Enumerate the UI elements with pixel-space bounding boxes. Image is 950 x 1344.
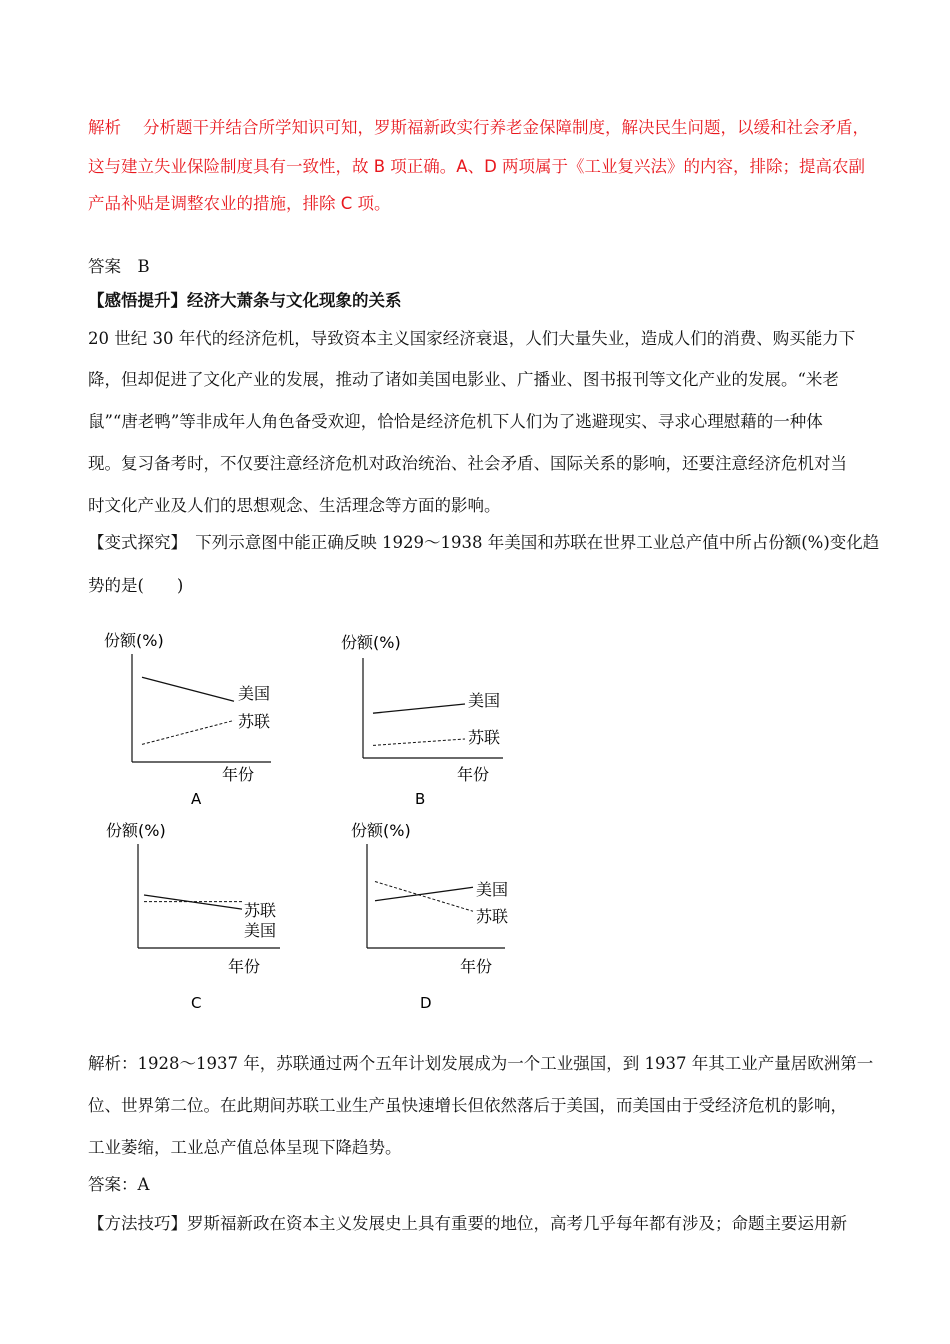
chart-c-usa-label: 美国 bbox=[244, 921, 277, 940]
insight-line-5: 时文化产业及人们的思想观念、生活理念等方面的影响。 bbox=[88, 496, 501, 515]
chart-d-ylabel: 份额(%) bbox=[351, 821, 411, 840]
chart-a-xlabel: 年份 bbox=[222, 765, 255, 784]
insight-line-2: 降，但却促进了文化产业的发展，推动了诸如美国电影业、广播业、图书报刊等文化产业的发展。“米老 bbox=[88, 370, 839, 389]
chart-c-xlabel: 年份 bbox=[228, 957, 261, 976]
chart-b-usa-label: 美国 bbox=[468, 691, 501, 710]
variant-line-1: 【变式探究】 下列示意图中能正确反映 1929～1938 年美国和苏联在世界工业总产值中所占份额(%)变化趋 bbox=[88, 533, 880, 552]
chart-d-xlabel: 年份 bbox=[460, 957, 493, 976]
insight-line-1: 20 世纪 30 年代的经济危机，导致资本主义国家经济衰退，人们大量失业，造成人们的消费、购买能力下 bbox=[88, 329, 856, 348]
chart-d-ussr-label: 苏联 bbox=[476, 907, 509, 926]
variant-line-2: 势的是( ) bbox=[88, 576, 184, 595]
insight-line-3: 鼠”“唐老鸭”等非成年人角色备受欢迎，恰恰是经济危机下人们为了逃避现实、寻求心理慰藉的一种体 bbox=[88, 412, 823, 431]
chart-b-caption: B bbox=[415, 790, 426, 808]
chart-c-ylabel: 份额(%) bbox=[106, 821, 166, 840]
chart-a bbox=[96, 624, 296, 814]
chart-c-caption: C bbox=[191, 994, 202, 1012]
chart-d bbox=[345, 812, 545, 1012]
chart-a-ussr-label: 苏联 bbox=[238, 712, 271, 731]
chart-b-ussr-line bbox=[373, 739, 465, 745]
chart-c-ussr-label: 苏联 bbox=[244, 901, 277, 920]
analysis-red-line-3: 产品补贴是调整农业的措施，排除 C 项。 bbox=[88, 194, 391, 213]
chart-a-ylabel: 份额(%) bbox=[104, 631, 164, 650]
analysis-red-label: 解析 bbox=[88, 118, 121, 137]
chart-d-usa-label: 美国 bbox=[476, 880, 509, 899]
chart-d-ussr-line bbox=[375, 882, 473, 912]
answer-1: 答案 B bbox=[88, 257, 150, 276]
chart-b-usa-line bbox=[373, 704, 465, 713]
chart-a-caption: A bbox=[191, 790, 202, 808]
answer-2: 答案：A bbox=[88, 1175, 150, 1194]
chart-b-xlabel: 年份 bbox=[457, 765, 490, 784]
chart-c bbox=[100, 812, 300, 1012]
analysis2-line-2: 位、世界第二位。在此期间苏联工业生产虽快速增长但依然落后于美国，而美国由于受经济危机的影响， bbox=[88, 1096, 847, 1115]
chart-a-usa-label: 美国 bbox=[238, 684, 271, 703]
chart-b-ussr-label: 苏联 bbox=[468, 728, 501, 747]
chart-d-usa-line bbox=[375, 887, 473, 900]
method-line-1: 【方法技巧】罗斯福新政在资本主义发展史上具有重要的地位，高考几乎每年都有涉及；命题主要运用新 bbox=[88, 1214, 847, 1233]
chart-a-usa-line bbox=[142, 677, 234, 701]
insight-line-4: 现。复习备考时，不仅要注意经济危机对政治统治、社会矛盾、国际关系的影响，还要注意经济危机对当 bbox=[88, 454, 847, 473]
chart-c-usa-line bbox=[144, 895, 242, 909]
insight-title: 【感悟提升】经济大萧条与文化现象的关系 bbox=[88, 291, 402, 310]
chart-b-ylabel: 份额(%) bbox=[341, 633, 401, 652]
analysis-red-text-1: 分析题干并结合所学知识可知，罗斯福新政实行养老金保障制度，解决民生问题，以缓和社会矛盾， bbox=[143, 118, 869, 137]
analysis2-line-3: 工业萎缩，工业总产值总体呈现下降趋势。 bbox=[88, 1138, 402, 1157]
analysis2-line-1: 解析：1928～1937 年，苏联通过两个五年计划发展成为一个工业强国，到 1937 年其工业产量居欧洲第一 bbox=[88, 1054, 874, 1073]
chart-d-caption: D bbox=[420, 994, 432, 1012]
chart-a-ussr-line bbox=[142, 720, 234, 744]
analysis-red-line-1 bbox=[88, 114, 869, 138]
chart-b bbox=[335, 624, 535, 814]
analysis-red-line-2: 这与建立失业保险制度具有一致性，故 B 项正确。A、D 两项属于《工业复兴法》的内容，排除；提高农副 bbox=[88, 157, 866, 176]
